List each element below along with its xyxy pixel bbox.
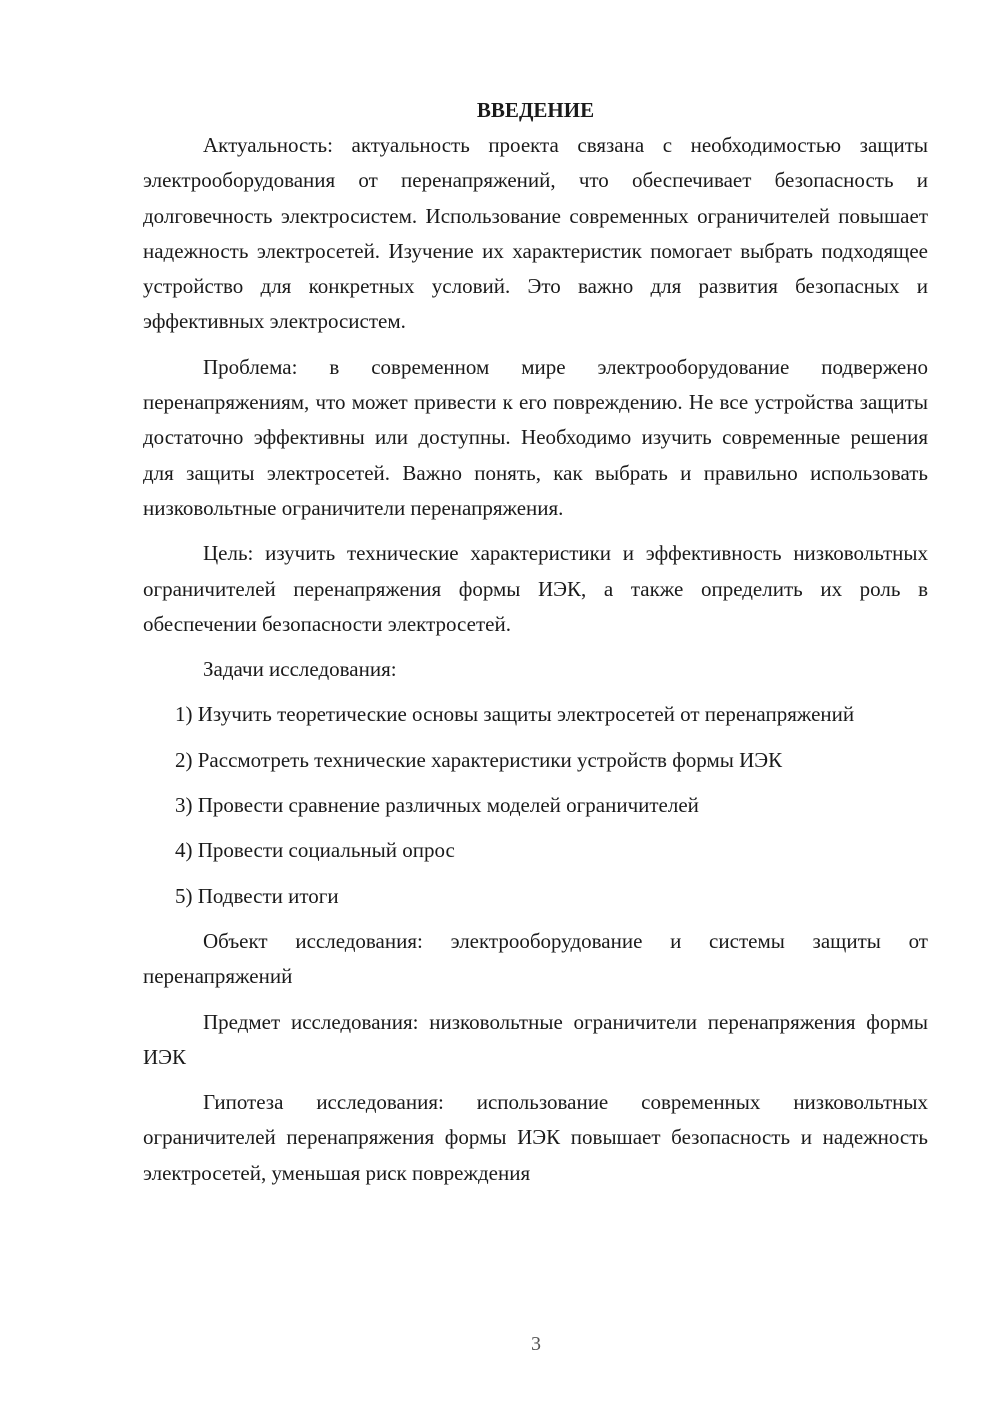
- task-item-3: 3) Провести сравнение различных моделей ограничителей: [175, 793, 699, 818]
- paragraph-relevance: Актуальность: актуальность проекта связана с необходимостью защиты электрооборудования от перенапряжений, что обеспечивает безопасность и долговечность электросистем. Использование современных ограничителей повышает надежность электросетей. Изучение их характеристик помогает выбрать подходящее устройство для конкретных условий. Это важно для развития безопасных и эффективных электросистем.: [143, 133, 928, 334]
- task-item-2: 2) Рассмотреть технические характеристики устройств формы ИЭК: [175, 747, 783, 772]
- paragraph-hypothesis: Гипотеза исследования: использование современных низковольтных ограничителей перенапряжения формы ИЭК повышает безопасность и надежность электросетей, уменьшая риск повреждения: [143, 1090, 928, 1185]
- task-item-4: 4) Провести социальный опрос: [175, 838, 455, 863]
- paragraph-goal: Цель: изучить технические характеристики и эффективность низковольтных ограничителей перенапряжения формы ИЭК, а также определить их роль в обеспечении безопасности электросетей.: [143, 541, 928, 636]
- task-item-1: 1) Изучить теоретические основы защиты электросетей от перенапряжений: [175, 702, 855, 727]
- paragraph-problem: Проблема: в современном мире электрооборудование подвержено перенапряжениям, что может привести к его повреждению. Не все устройства защиты достаточно эффективны или доступны. Необходимо изучить современные решения для защиты электросетей. Важно понять, как выбрать и правильно использовать низковольтные ограничители перенапряжения.: [143, 354, 928, 520]
- paragraph-subject: Предмет исследования: низковольтные ограничители перенапряжения формы ИЭК: [143, 1009, 928, 1069]
- paragraph-object: Объект исследования: электрооборудование и системы защиты от перенапряжений: [143, 928, 928, 989]
- task-item-5: 5) Подвести итоги: [175, 883, 339, 908]
- tasks-heading: Задачи исследования:: [203, 657, 397, 682]
- section-title: ВВЕДЕНИЕ: [476, 98, 595, 122]
- document-page: [143, 93, 928, 1191]
- page-number: 3: [531, 1333, 541, 1355]
